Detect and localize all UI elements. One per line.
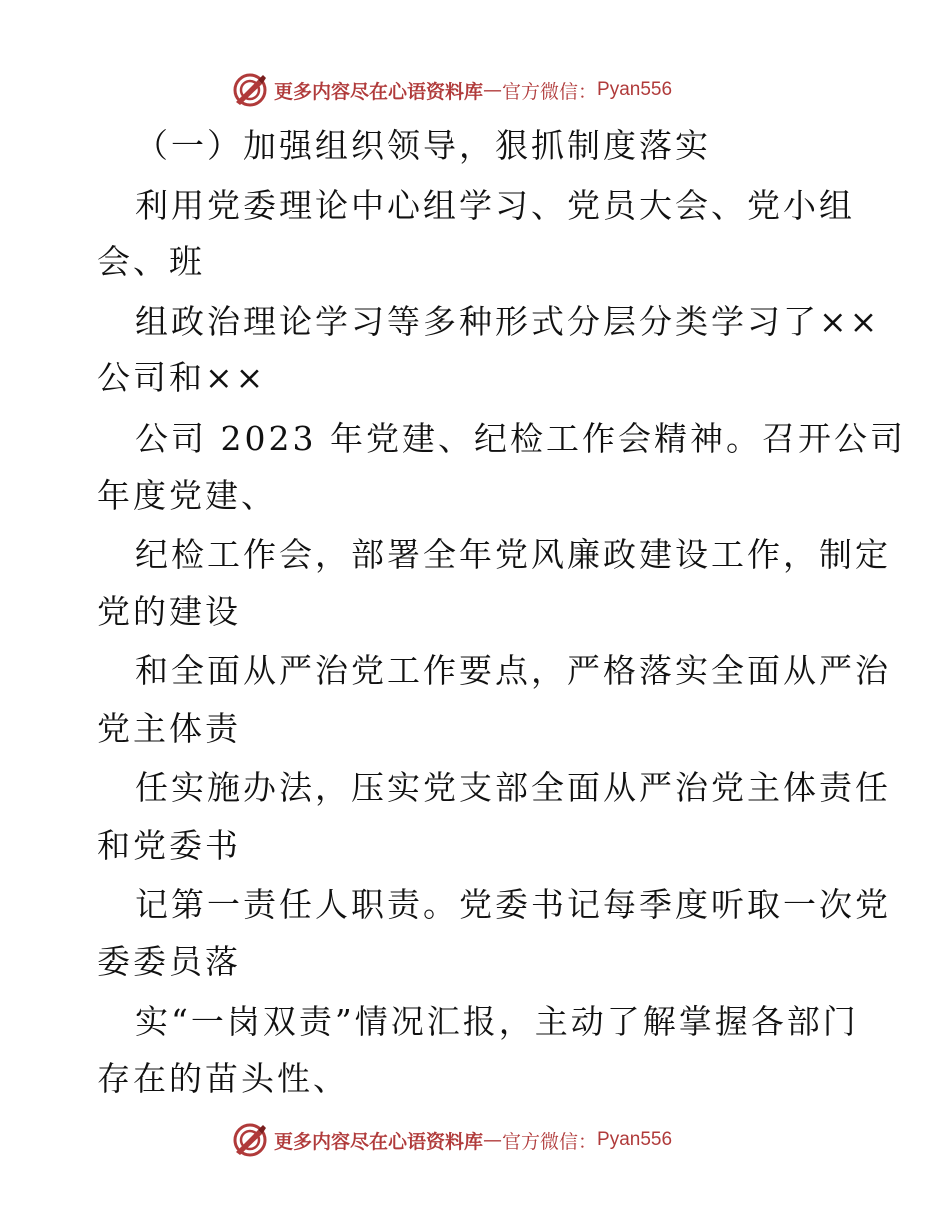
banner-separator: — — [483, 1129, 503, 1151]
paragraph-line: 记第一责任人职责。党委书记每季度听取一次党 — [135, 885, 891, 924]
paragraph-line: 和全面从严治党工作要点，严格落实全面从严治 — [135, 651, 891, 690]
paragraph-line: 党的建设 — [97, 592, 241, 631]
paragraph-line: 委委员落 — [97, 942, 241, 981]
banner-main-text: 更多内容尽在心语资料库 — [274, 80, 484, 103]
paragraph-line: 党主体责 — [97, 709, 241, 748]
pen-logo-icon — [232, 72, 268, 108]
section-heading: （一）加强组织领导，狠抓制度落实 — [135, 126, 711, 165]
banner-wechat-id: Pyan556 — [597, 1129, 673, 1150]
paragraph-line: 会、班 — [97, 242, 205, 281]
paragraph-line: 和党委书 — [97, 826, 241, 865]
paragraph-line: 组政治理论学习等多种形式分层分类学习了×× — [135, 302, 881, 341]
paragraph-line: 纪检工作会，部署全年党风廉政建设工作，制定 — [135, 535, 891, 574]
paragraph-line: 公司和×× — [97, 358, 267, 397]
banner-wechat-label: 官方微信： — [502, 1130, 598, 1153]
banner-separator: — — [483, 79, 503, 101]
pen-logo-icon — [232, 1122, 268, 1158]
paragraph-line: 任实施办法，压实党支部全面从严治党主体责任 — [135, 768, 891, 807]
paragraph-line: 存在的苗头性、 — [97, 1059, 349, 1098]
paragraph-line: 公司 2023 年党建、纪检工作会精神。召开公司 — [135, 419, 906, 458]
banner-main-text: 更多内容尽在心语资料库 — [274, 1130, 484, 1153]
banner-wechat-label: 官方微信： — [502, 80, 598, 103]
footer-watermark-banner — [232, 1122, 672, 1158]
paragraph-line: 年度党建、 — [97, 476, 277, 515]
paragraph-line: 实“一岗双责”情况汇报，主动了解掌握各部门 — [135, 1002, 859, 1041]
header-watermark-banner — [232, 72, 672, 108]
paragraph-line: 利用党委理论中心组学习、党员大会、党小组 — [135, 186, 855, 225]
banner-wechat-id: Pyan556 — [597, 79, 673, 100]
